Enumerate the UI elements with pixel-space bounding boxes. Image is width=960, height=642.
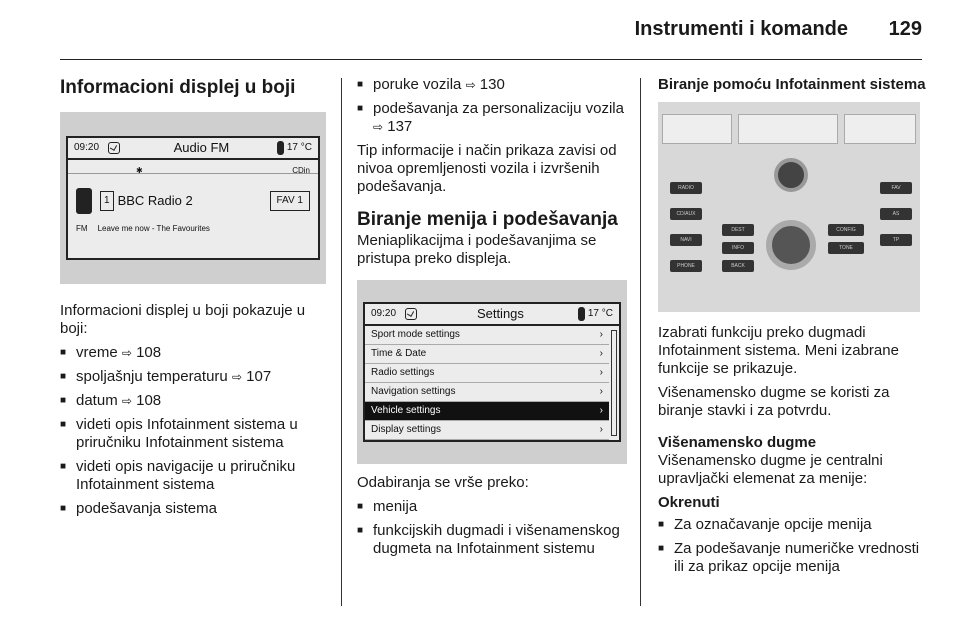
page-number: 129 [888, 18, 922, 40]
page-header-title: Instrumenti i komande [634, 18, 848, 40]
settings-menu [365, 326, 619, 440]
settings-screen [363, 302, 621, 442]
column-divider-1 [341, 78, 342, 606]
power-volume-knob [774, 158, 808, 192]
list-item: ■ podešavanja za personalizaciju vozila ⇨ 137 [357, 100, 627, 136]
panel-button: NAVI [670, 234, 702, 246]
list-item: ■ menija [357, 498, 627, 516]
multifunction-knob [766, 220, 816, 270]
list-item: ■ Za označavanje opcije menija [658, 516, 920, 534]
column-divider-2 [640, 78, 641, 606]
menu-item-navigation[interactable]: Navigation settings › [365, 383, 609, 402]
chevron-right-icon: › [599, 386, 603, 397]
audio-source-bar [68, 160, 318, 174]
screen-status-bar [365, 304, 619, 326]
header-rule [60, 59, 922, 60]
settings-screen-figure [357, 280, 627, 464]
list-item: ■ vreme ⇨ 108 [60, 344, 326, 362]
subsection-title-multifunction: Višenamensko dugme [658, 434, 817, 451]
function-select-text: Izabrati funkciju preko dugmadi Infotainment sistema. Meni izabrane funkcije se prikazuje. [658, 324, 899, 377]
rotate-bullet-list [658, 516, 920, 576]
screen-title: Settings [476, 306, 524, 321]
clock-icon [405, 308, 417, 320]
column-1 [60, 76, 326, 524]
fav-button: FAV 1 [270, 191, 311, 211]
section-title-menu-selection: Biranje menija i podešavanja [357, 209, 618, 230]
clock-time: 09:20 [74, 142, 100, 153]
list-item: ■ podešavanja sistema [60, 500, 326, 518]
thermometer-icon [578, 307, 585, 321]
list-item: ■ spoljašnju temperaturu ⇨ 107 [60, 368, 326, 386]
chevron-right-icon: › [599, 348, 603, 359]
column-2 [357, 76, 627, 564]
section-title-color-display: Informacioni displej u boji [60, 77, 296, 98]
list-item: ■ videti opis Infotainment sistema u priručniku Infotainment sistema [60, 416, 326, 452]
display-bullet-list [60, 344, 326, 518]
selection-intro-text: Odabiranja se vrše preko: [357, 474, 529, 491]
control-panel-photo [658, 102, 920, 312]
reference-arrow-icon: ⇨ [121, 346, 132, 360]
list-item: ■ videti opis navigacije u priručniku Infotainment sistema [60, 458, 326, 494]
panel-button: PHONE [670, 260, 702, 272]
selection-bullet-list [357, 498, 627, 558]
track-row [68, 220, 318, 258]
reference-arrow-icon: ⇨ [373, 120, 384, 134]
screen-status-bar [68, 138, 318, 160]
subsection-title-infotainment: Biranje pomoću Infotainment sistema [658, 76, 926, 93]
thermometer-icon [277, 141, 284, 155]
panel-button: TONE [828, 242, 864, 254]
radio-icon [76, 188, 92, 214]
menu-scrollbar[interactable] [611, 330, 617, 436]
knob-description-text: Višenamensko dugme je centralni upravljački elemenat za menije: [658, 452, 883, 487]
temperature: 17 °C [277, 139, 312, 157]
audio-screen-figure [60, 112, 326, 284]
panel-button: TP [880, 234, 912, 246]
chevron-right-icon: › [599, 329, 603, 340]
reference-arrow-icon: ⇨ [121, 394, 132, 408]
station-row [68, 174, 318, 220]
column-3 [658, 76, 926, 582]
clock-icon [108, 142, 120, 154]
chevron-right-icon: › [599, 367, 603, 378]
reference-arrow-icon: ⇨ [465, 78, 476, 92]
bluetooth-icon: ✱ [136, 166, 143, 175]
list-item: ■ poruke vozila ⇨ 130 [357, 76, 627, 94]
temperature: 17 °C [578, 305, 613, 323]
panel-button: FAV [880, 182, 912, 194]
panel-button: INFO [722, 242, 754, 254]
intro-text: Informacioni displej u boji pokazuje u boji: [60, 302, 306, 337]
list-item: ■ datum ⇨ 108 [60, 392, 326, 410]
panel-button: RADIO [670, 182, 702, 194]
panel-button: CD/AUX [670, 208, 702, 220]
menu-item-time-date[interactable]: Time & Date › [365, 345, 609, 364]
band-label: FM [76, 224, 88, 233]
chevron-right-icon: › [599, 405, 603, 416]
list-item: ■ Za podešavanje numeričke vrednosti ili za prikaz opcije menija [658, 540, 920, 576]
audio-screen [66, 136, 320, 260]
screen-title: Audio FM [173, 140, 230, 155]
subsection-title-rotate: Okrenuti [658, 494, 720, 511]
reference-arrow-icon: ⇨ [231, 370, 242, 384]
vehicle-bullet-list [357, 76, 627, 136]
menu-access-text: Meniaplikacijma i podešavanjima se pristupa preko displeja. [357, 232, 597, 267]
source-label: CDin [292, 166, 310, 175]
knob-usage-text: Višenamensko dugme se koristi za biranje stavki i za potvrdu. [658, 384, 890, 419]
menu-item-radio[interactable]: Radio settings › [365, 364, 609, 383]
menu-item-display[interactable]: Display settings › [365, 421, 609, 440]
preset-number: 1 [100, 191, 114, 211]
track-title: Leave me now - The Favourites [97, 224, 210, 233]
panel-button: CONFIG [828, 224, 864, 236]
clock-time: 09:20 [371, 308, 397, 319]
chevron-right-icon: › [599, 424, 603, 435]
panel-button: BACK [722, 260, 754, 272]
panel-button: DEST [722, 224, 754, 236]
panel-button: AS [880, 208, 912, 220]
menu-item-sport-mode[interactable]: Sport mode settings › [365, 326, 609, 345]
info-type-text: Tip informacije i način prikaza zavisi od nivoa opremljenosti vozila i izvršenih podešavanja. [357, 142, 617, 195]
menu-item-vehicle[interactable]: Vehicle settings › [365, 402, 609, 421]
station-name: BBC Radio 2 [117, 193, 193, 208]
list-item: ■ funkcijskih dugmadi i višenamenskog dugmeta na Infotainment sistemu [357, 522, 627, 558]
